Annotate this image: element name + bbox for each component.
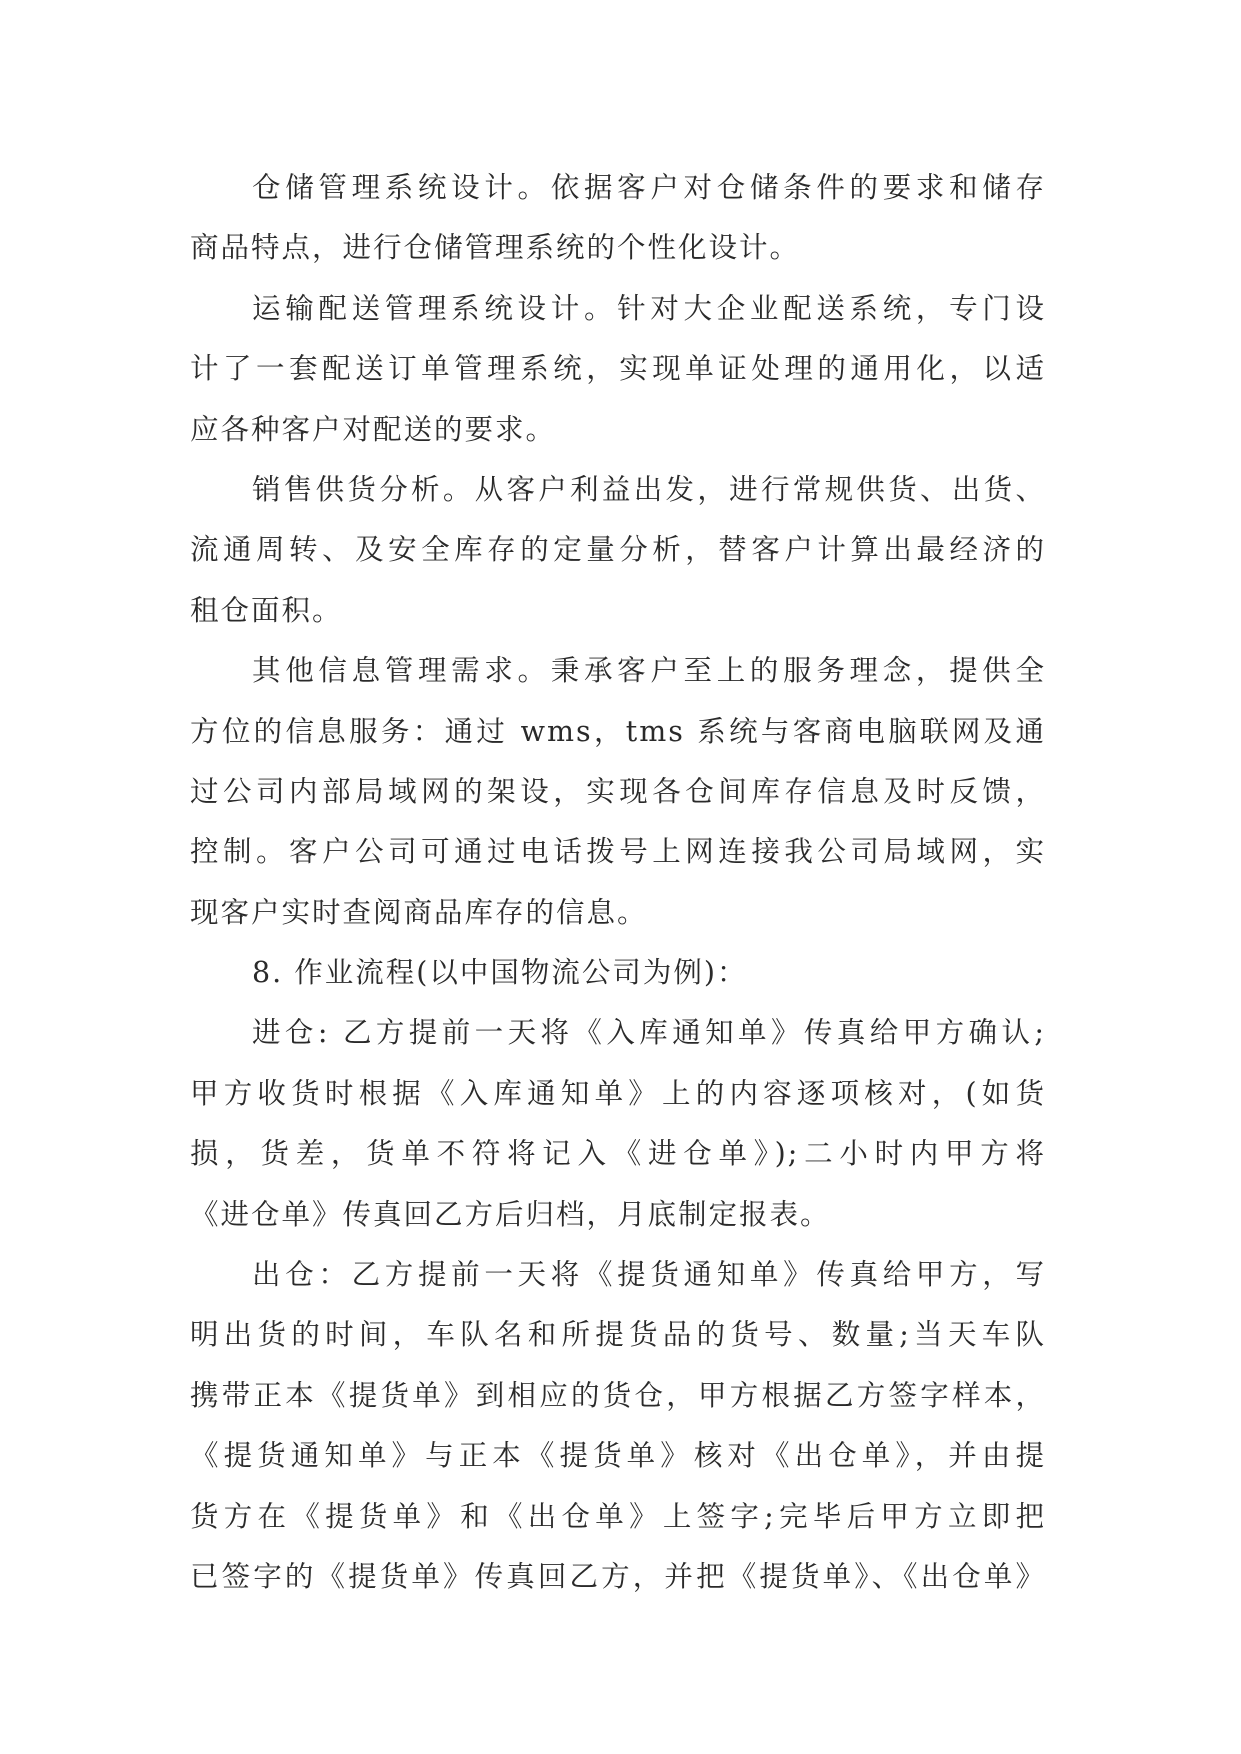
text-line: 仓储管理系统设计。依据客户对仓储条件的要求和储存 [252,171,1046,204]
text-line: 过公司内部局域网的架设，实现各仓间库存信息及时反馈， [190,774,1046,808]
text-line: 现客户实时查阅商品库存的信息。 [190,895,648,929]
text-line: 携带正本《提货单》到相应的货仓，甲方根据乙方签字样本， [190,1378,1046,1412]
text-line: 运输配送管理系统设计。针对大企业配送系统，专门设 [252,291,1046,325]
text-line: 流通周转、及安全库存的定量分析，替客户计算出最经济的 [190,533,1046,567]
text-line: 销售供货分析。从客户利益出发，进行常规供货、出货、 [252,472,1046,506]
text-line: 货方在《提货单》和《出仓单》上签字;完毕后甲方立即把 [190,1499,1046,1533]
document-body [190,158,1046,1607]
text-line: 8. 作业流程(以中国物流公司为例)： [252,956,748,990]
text-line: 损，货差，货单不符将记入《进仓单》);二小时内甲方将 [190,1137,1046,1171]
text-line: 《提货通知单》与正本《提货单》核对《出仓单》，并由提 [190,1439,1046,1473]
text-line: 控制。客户公司可通过电话拨号上网连接我公司局域网，实 [190,835,1046,869]
text-line: 商品特点，进行仓储管理系统的个性化设计。 [190,231,801,265]
text-line: 租仓面积。 [190,593,343,627]
text-line: 甲方收货时根据《入库通知单》上的内容逐项核对，(如货 [190,1076,1046,1110]
text-line: 明出货的时间，车队名和所提货品的货号、数量;当天车队 [190,1318,1046,1352]
text-line: 其他信息管理需求。秉承客户至上的服务理念，提供全 [252,654,1046,688]
text-line: 已签字的《提货单》传真回乙方，并把《提货单》、《出仓单》 [190,1559,1046,1593]
text-line: 计了一套配送订单管理系统，实现单证处理的通用化，以适 [190,352,1046,386]
text-line: 应各种客户对配送的要求。 [190,412,557,446]
text-line: 出仓：乙方提前一天将《提货通知单》传真给甲方，写 [252,1258,1046,1292]
text-line: 进仓: 乙方提前一天将《入库通知单》传真给甲方确认; [252,1016,1046,1050]
text-line: 《进仓单》传真回乙方后归档，月底制定报表。 [190,1197,831,1231]
text-line: 方位的信息服务：通过 wms，tms 系统与客商电脑联网及通 [190,714,1046,748]
